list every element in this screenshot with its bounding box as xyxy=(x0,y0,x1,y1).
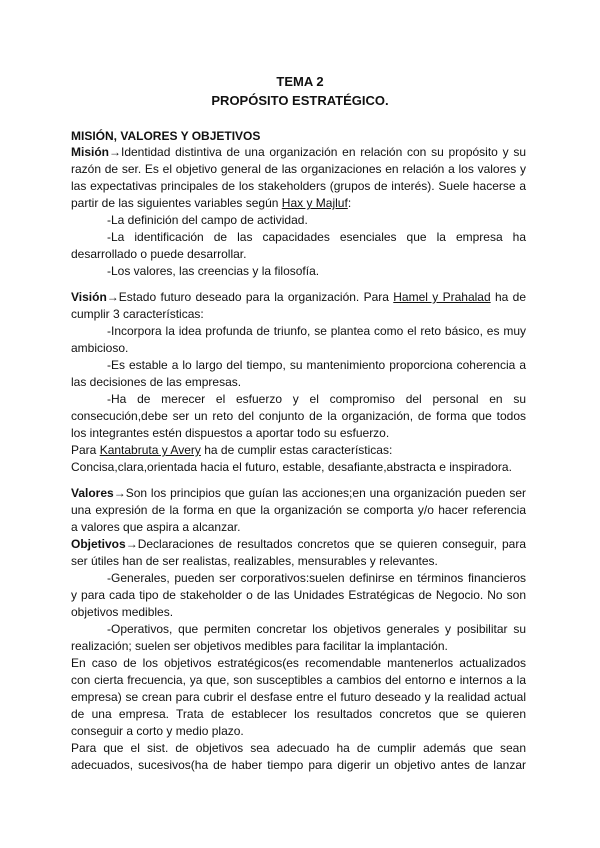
text: Declaraciones de resultados concretos que se quieren conseguir, para xyxy=(137,537,526,551)
text: ha de cumplir estas características: xyxy=(200,443,393,457)
arrow: → xyxy=(106,290,119,304)
text: Estado futuro deseado para la organización. Para xyxy=(118,290,394,304)
list-item-cont: desarrollado o puede desarrollar. xyxy=(71,247,247,261)
list-item: -Ha de merecer el esfuerzo y el compromiso del personal en su xyxy=(107,392,526,406)
kantabruta-avery-link: Kantabruta y Avery xyxy=(99,443,201,457)
list-item: -Es estable a lo largo del tiempo, su mantenimiento proporciona coherencia a xyxy=(107,358,526,372)
mision-line: razón de ser. Es el objetivo general de las organizaciones en relación a los valores y xyxy=(71,162,526,176)
vision-line: Concisa,clara,orientada hacia el futuro, estable, desafiante,abstracta e inspiradora. xyxy=(71,460,512,474)
valores-label: Valores xyxy=(71,486,114,500)
vision-line xyxy=(71,442,392,459)
mision-line xyxy=(71,195,351,212)
list-item: -Operativos, que permiten concretar los objetivos generales y posibilitar su xyxy=(107,622,526,636)
hamel-prahalad-link: Hamel y Prahalad xyxy=(393,290,491,304)
text: : xyxy=(347,196,352,210)
objetivos-label: Objetivos xyxy=(71,537,126,551)
objetivos-line: con cierta frecuencia, ya que, son susceptibles a cambios del entorno e internos a la xyxy=(71,673,526,687)
valores-line: una expresión de la forma en que la organización se comporta y/o hacer referencia xyxy=(71,503,526,517)
list-item: -Los valores, las creencias y la filosofía. xyxy=(107,264,320,278)
objetivos-line: ser útiles han de ser realistas, realizables, mensurables y relevantes. xyxy=(71,554,438,568)
list-item-cont: realización; suelen ser objetivos medibles para facilitar la implantación. xyxy=(71,639,448,653)
mision-line xyxy=(71,144,526,161)
valores-line: a valores que aspira a alcanzar. xyxy=(71,520,241,534)
list-item: -Generales, pueden ser corporativos:suelen definirse en términos financieros xyxy=(107,571,526,585)
list-item-cont: y para cada tipo de stakeholder o de las Unidades Estratégicas de Negocio. No son xyxy=(71,588,526,602)
text: partir de las siguientes variables según xyxy=(71,196,282,210)
objetivos-line: de una empresa. Trata de establecer los resultados concretos que se quieren xyxy=(71,707,526,721)
page-title: PROPÓSITO ESTRATÉGICO. xyxy=(211,93,389,108)
objetivos-line: empresa) se crean para cubrir el desfase entre el futuro deseado y la realidad actual xyxy=(71,690,526,704)
list-item-cont: objetivos medibles. xyxy=(71,605,174,619)
objetivos-line xyxy=(71,536,526,553)
valores-line xyxy=(71,485,526,502)
text: Para xyxy=(71,443,100,457)
mision-label: Misión xyxy=(71,145,109,159)
mision-line: las expectativas principales de los stakeholders (grupos de interés). Suele hacerse a xyxy=(71,179,526,193)
vision-label: Visión xyxy=(71,290,107,304)
arrow: → xyxy=(125,537,138,551)
text: Son los principios que guían las acciones;en una organización pueden ser xyxy=(125,486,526,500)
objetivos-line: adecuados, sucesivos(ha de haber tiempo para digerir un objetivo antes de lanzar xyxy=(71,758,526,772)
list-item: -La identificación de las capacidades esenciales que la empresa ha xyxy=(107,230,526,244)
section-heading: MISIÓN, VALORES Y OBJETIVOS xyxy=(71,129,261,143)
list-item-cont: ambicioso. xyxy=(71,341,129,355)
text: ha de xyxy=(490,290,526,304)
vision-line: cumplir 3 características: xyxy=(71,307,204,321)
arrow: → xyxy=(109,145,121,159)
list-item: -Incorpora la idea profunda de triunfo, se plantea como el reto básico, es muy xyxy=(107,324,526,338)
list-item-cont: las decisiones de las empresas. xyxy=(71,375,242,389)
tema-title: TEMA 2 xyxy=(276,74,324,89)
text: Identidad distintiva de una organización en relación con su propósito y su xyxy=(121,145,526,159)
list-item: -La definición del campo de actividad. xyxy=(107,213,308,227)
arrow: → xyxy=(113,486,126,500)
list-item-cont: los integrantes estén dispuestos a aportar todo su esfuerzo. xyxy=(71,426,390,440)
hax-majluf-link: Hax y Majluf xyxy=(281,196,348,210)
objetivos-line: conseguir a corto y medio plazo. xyxy=(71,724,244,738)
list-item-cont: consecución,debe ser un reto del conjunto de la organización, de forma que todos xyxy=(71,409,526,423)
objetivos-line: Para que el sist. de objetivos sea adecuado ha de cumplir además que sean xyxy=(71,741,526,755)
objetivos-line: En caso de los objetivos estratégicos(es recomendable mantenerlos actualizados xyxy=(71,656,526,670)
vision-line xyxy=(71,289,526,306)
